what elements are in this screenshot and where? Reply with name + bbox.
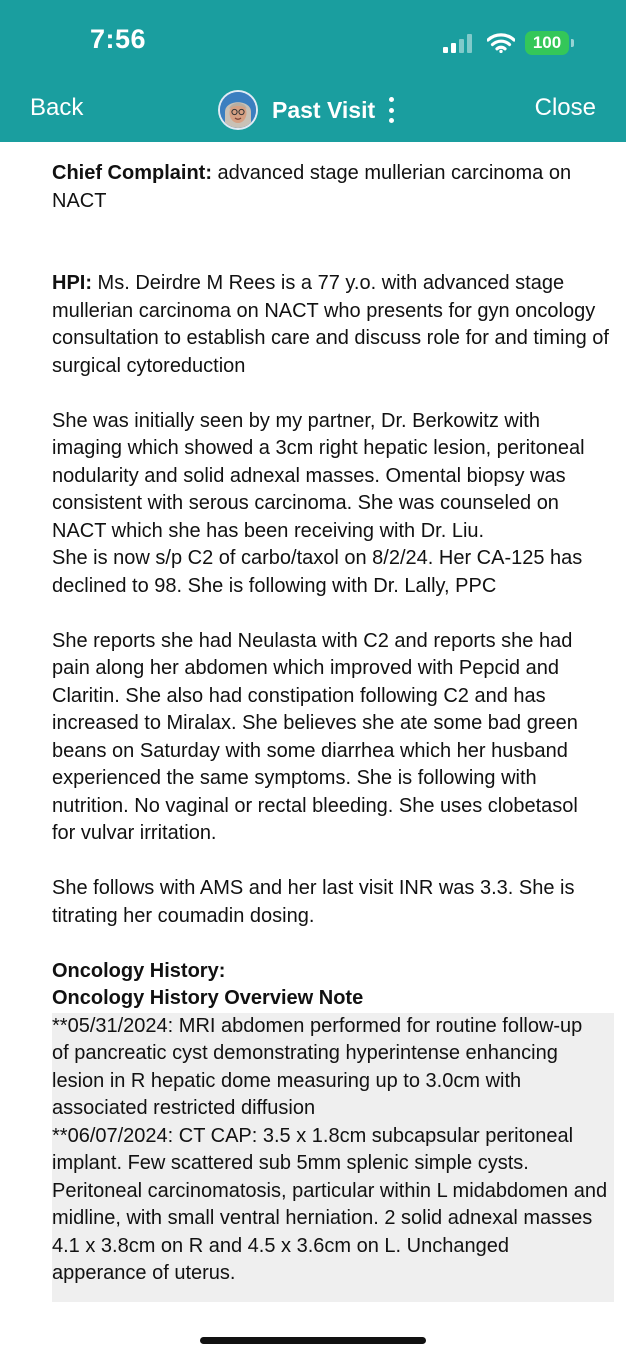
note-text-line: consistent with serous carcinoma. She was counseled on — [52, 492, 559, 514]
hpi-text-line: consultation to establish care and discuss role for and timing of — [52, 327, 609, 349]
note-text-line: She reports she had Neulasta with C2 and reports she had — [52, 629, 573, 652]
avatar[interactable] — [218, 90, 258, 130]
oncology-history-overview — [52, 1013, 614, 1302]
hpi-label: HPI: — [52, 272, 92, 294]
oncology-history-line: 4.1 x 3.8cm on R and 4.5 x 3.6cm on L. Unchanged — [52, 1234, 509, 1257]
wifi-icon — [487, 33, 515, 53]
chief-complaint-text: advanced stage mullerian carcinoma on — [212, 162, 572, 184]
note-text-line: She is now s/p C2 of carbo/taxol on 8/2/24. Her CA-125 has — [52, 547, 583, 569]
oncology-history-line: of pancreatic cyst demonstrating hyperintense enhancing — [52, 1042, 558, 1064]
battery-indicator: 100 — [525, 31, 569, 55]
note-text-line: titrating her coumadin dosing. — [52, 904, 315, 927]
status-time: 7:56 — [90, 24, 147, 54]
hpi-line — [52, 270, 626, 298]
oncology-history-line: Peritoneal carcinomatosis, particular within L midabdomen and — [52, 1179, 608, 1202]
note-text-line: nutrition. No vaginal or rectal bleeding. She uses clobetasol — [52, 794, 578, 817]
oncology-history-line: implant. Few scattered sub 5mm splenic simple cysts. — [52, 1152, 529, 1174]
note-text-line: declined to 98. She is following with Dr. Lally, PPC — [52, 574, 497, 597]
visit-note-content — [52, 160, 626, 1302]
oncology-history-line: **05/31/2024: MRI abdomen performed for routine follow-up — [52, 1014, 583, 1037]
home-indicator[interactable] — [200, 1337, 426, 1344]
oncology-history-line: apperance of uterus. — [52, 1262, 236, 1284]
app-header — [0, 0, 626, 142]
status-icons — [443, 28, 574, 58]
oncology-history-line: lesion in R hepatic dome measuring up to 3.0cm with — [52, 1069, 522, 1092]
chief-complaint-line — [52, 160, 626, 188]
hpi-text-line: mullerian carcinoma on NACT who presents for gyn oncology — [52, 299, 596, 322]
note-text-line: She was initially seen by my partner, Dr. Berkowitz with — [52, 409, 540, 432]
nav-title-group — [218, 88, 394, 132]
chief-complaint-continuation: NACT — [52, 189, 107, 212]
note-text-line: nodularity and solid adnexal masses. Omental biopsy was — [52, 464, 566, 487]
note-text-line: pain along her abdomen which improved with Pepcid and — [52, 657, 559, 679]
note-text-line: NACT which she has been receiving with Dr. Liu. — [52, 519, 485, 542]
oncology-history-line: midline, with small ventral herniation. 2 solid adnexal masses — [52, 1207, 593, 1229]
cellular-signal-icon — [443, 33, 475, 53]
vertical-ellipsis-icon[interactable] — [389, 97, 394, 123]
user-photo-icon — [220, 92, 256, 128]
hpi-text: Ms. Deirdre M Rees is a 77 y.o. with advanced stage — [92, 272, 565, 294]
note-text-line: increased to Miralax. She believes she ate some bad green — [52, 712, 578, 734]
oncology-history-line: **06/07/2024: CT CAP: 3.5 x 1.8cm subcapsular peritoneal — [52, 1124, 574, 1147]
note-text-line: experienced the same symptoms. She is following with — [52, 767, 537, 789]
note-text-line: beans on Saturday with some diarrhea which her husband — [52, 739, 568, 762]
note-text-line: She follows with AMS and her last visit INR was 3.3. She is — [52, 877, 575, 899]
navigation-bar — [0, 84, 626, 138]
oncology-history-line: associated restricted diffusion — [52, 1097, 316, 1119]
chief-complaint-label: Chief Complaint: — [52, 162, 212, 184]
oncology-history-heading: Oncology History: — [52, 959, 226, 982]
note-text-line: imaging which showed a 3cm right hepatic lesion, peritoneal — [52, 437, 585, 459]
page-title: Past Visit — [272, 96, 376, 123]
hpi-text-line: surgical cytoreduction — [52, 354, 246, 377]
note-text-line: Claritin. She also had constipation following C2 and has — [52, 684, 546, 707]
close-button[interactable]: Close — [534, 94, 596, 121]
oncology-history-subheading: Oncology History Overview Note — [52, 987, 364, 1009]
note-text-line: for vulvar irritation. — [52, 822, 217, 844]
battery-nub — [571, 39, 574, 47]
back-button[interactable]: Back — [30, 94, 84, 121]
